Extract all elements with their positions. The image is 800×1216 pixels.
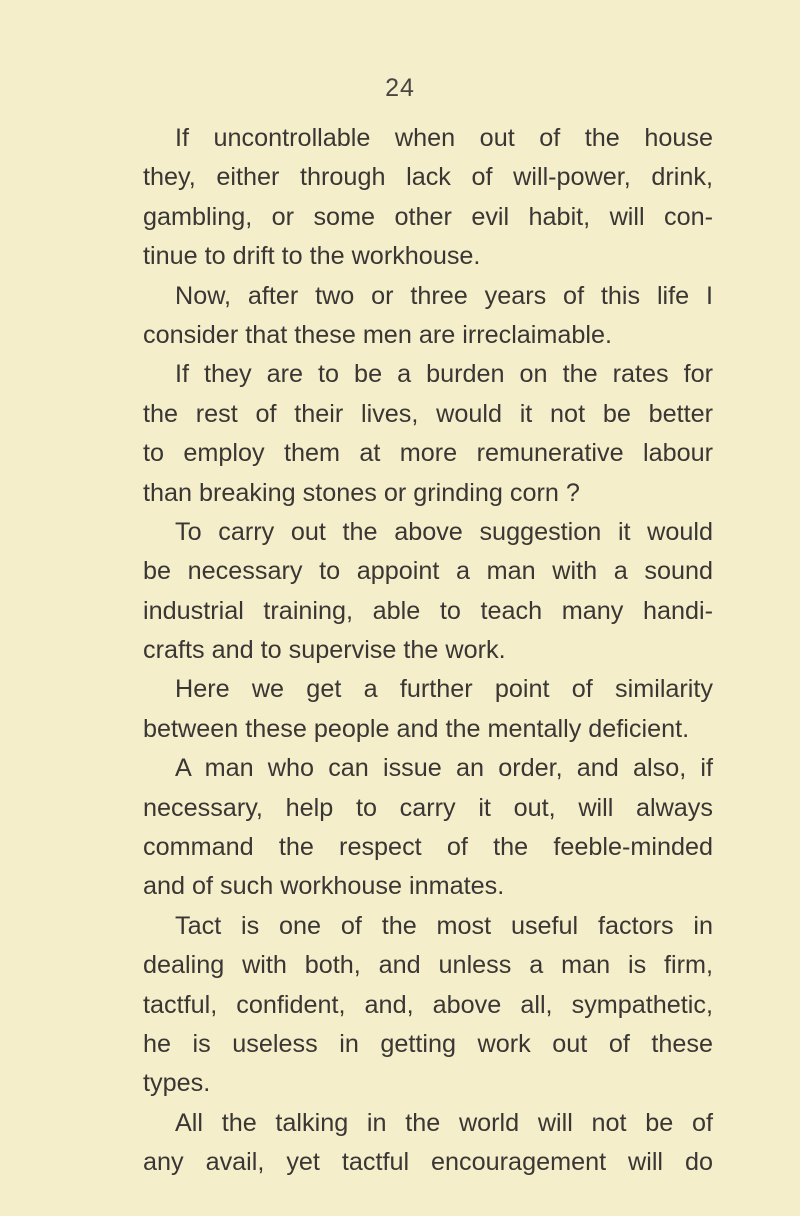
text-line: between these people and the mentally deficient. [143,714,690,743]
text-line: Now, after two or three years of this life I [175,281,713,310]
text-line: If uncontrollable when out of the house [175,124,713,152]
text-line: than breaking stones or grinding corn ? [143,478,580,507]
text-line: types. [143,1069,211,1098]
text-line: All the talking in the world will not be of [175,1108,713,1137]
text-line: any avail, yet tactful encouragement will do [143,1148,713,1177]
text-line: gambling, or some other evil habit, will con- [143,202,713,231]
text-line: If they are to be a burden on the rates for [175,360,713,389]
text-line: Here we get a further point of similarity [175,675,713,704]
text-line: industrial training, able to teach many handi- [143,596,713,625]
text-line: he is useless in getting work out of these [143,1029,713,1058]
text-line: to employ them at more remunerative labour [143,439,713,468]
page-number: 24 [385,74,415,102]
body-text [143,119,713,1183]
text-line: Tact is one of the most useful factors in [175,911,713,940]
text-line: necessary, help to carry it out, will always [143,793,713,822]
text-line: crafts and to supervise the work. [143,636,506,665]
text-line: consider that these men are irreclaimable. [143,320,612,349]
text-line: tinue to drift to the workhouse. [143,242,481,271]
text-line: they, either through lack of will-power, drink, [143,163,713,192]
text-line: command the respect of the feeble-minded [143,833,713,862]
text-line: tactful, confident, and, above all, sympathetic, [143,990,713,1019]
text-line: the rest of their lives, would it not be better [143,399,713,428]
text-line: be necessary to appoint a man with a sound [143,557,713,586]
text-line: and of such workhouse inmates. [143,872,505,901]
text-line: dealing with both, and unless a man is firm, [143,951,713,980]
text-line: A man who can issue an order, and also, if [175,754,713,783]
text-line: To carry out the above suggestion it would [175,517,713,546]
